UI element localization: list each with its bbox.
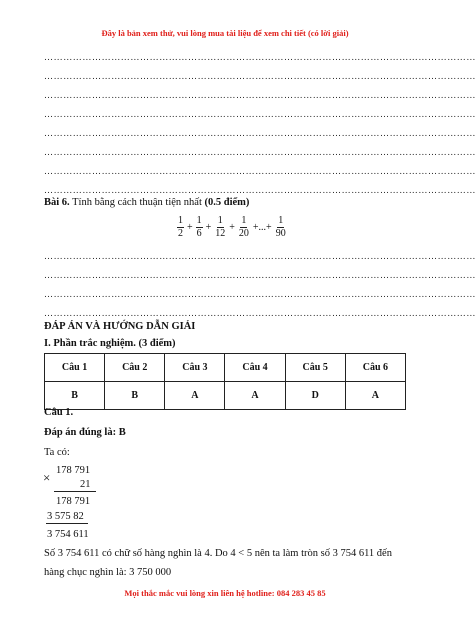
answers-heading: ĐÁP ÁN VÀ HƯỚNG DẪN GIẢI	[44, 321, 196, 332]
answer-line: ………………………………………………………………………………………………………………………	[44, 308, 476, 318]
multiply-sign: ×	[43, 470, 51, 485]
hotline-notice: Mọi thắc mắc vui lòng xin liên hệ hotline: 084 283 45 85	[124, 588, 326, 598]
answer-line: ………………………………………………………………………………………………………………………	[44, 185, 476, 195]
table-header: Câu 3	[165, 354, 225, 382]
fraction: 1 2	[178, 215, 183, 239]
product-result: 3 754 611	[47, 529, 89, 540]
exercise-6-title: Bài 6. Tính bằng cách thuận tiện nhất (0.5 điểm)	[44, 197, 250, 208]
answer-line: ………………………………………………………………………………………………………………………	[44, 289, 476, 299]
answer-line: ………………………………………………………………………………………………………………………	[44, 128, 476, 138]
plus-sign: +	[187, 222, 193, 233]
question-1-title: Câu 1.	[44, 407, 74, 418]
multiplier: 21	[80, 479, 91, 490]
answer-line: ………………………………………………………………………………………………………………………	[44, 90, 476, 100]
table-cell: B	[45, 382, 105, 410]
table-cell: D	[285, 382, 345, 410]
table-header-row	[45, 354, 406, 382]
table-cell: A	[225, 382, 285, 410]
fraction: $\frac{1}{6}$	[196, 215, 202, 239]
fraction: $\frac{1}{12}$	[215, 215, 226, 239]
ellipsis-sign: +...+	[252, 222, 272, 233]
partial-product-1: 178 791	[56, 496, 91, 507]
table-cell: B	[105, 382, 165, 410]
multiply-line	[54, 491, 96, 492]
table-header: Câu 4	[225, 354, 285, 382]
fraction: $\frac{1}{20}$	[238, 215, 249, 239]
correct-answer: Đáp án đúng là: B	[44, 427, 126, 438]
plus-sign: +	[229, 222, 235, 233]
plus-sign: +	[205, 222, 212, 233]
answer-line: ………………………………………………………………………………………………………………………	[44, 147, 476, 157]
table-header: Câu 6	[345, 354, 405, 382]
table-cell: A	[345, 382, 405, 410]
ta-co-label: Ta có:	[44, 447, 70, 458]
preview-notice: Đây là bản xem thử, vui lòng mua tài liệu để xem chi tiết (có lời giải)	[101, 28, 349, 38]
answer-line: ………………………………………………………………………………………………………………………	[44, 251, 476, 261]
table-header: Câu 1	[45, 354, 105, 382]
table-row	[45, 382, 406, 410]
table-header: Câu 5	[285, 354, 345, 382]
answer-line: ………………………………………………………………………………………………………………………	[44, 166, 476, 176]
multiplicand: 178 791	[56, 465, 91, 476]
answer-line: ………………………………………………………………………………………………………………………	[44, 52, 476, 62]
explanation-line-2: hàng chục nghìn là: 3 750 000	[44, 567, 172, 578]
fraction-expression	[176, 215, 288, 240]
answer-line: ………………………………………………………………………………………………………………………	[44, 71, 476, 81]
table-cell: A	[165, 382, 225, 410]
table-header: Câu 2	[105, 354, 165, 382]
answer-line: ………………………………………………………………………………………………………………………	[44, 109, 476, 119]
fraction: $\frac{1}{90}$	[275, 215, 286, 239]
sum-line	[46, 523, 88, 524]
partial-product-2: 3 575 82	[47, 511, 84, 522]
section-heading: I. Phần trắc nghiệm. (3 điểm)	[44, 338, 176, 349]
answer-line: ………………………………………………………………………………………………………………………	[44, 270, 476, 280]
explanation-line-1: Số 3 754 611 có chữ số hàng nghìn là 4. Do 4 < 5 nên ta làm tròn số 3 754 611 đến	[44, 548, 392, 559]
answer-table	[44, 353, 406, 410]
